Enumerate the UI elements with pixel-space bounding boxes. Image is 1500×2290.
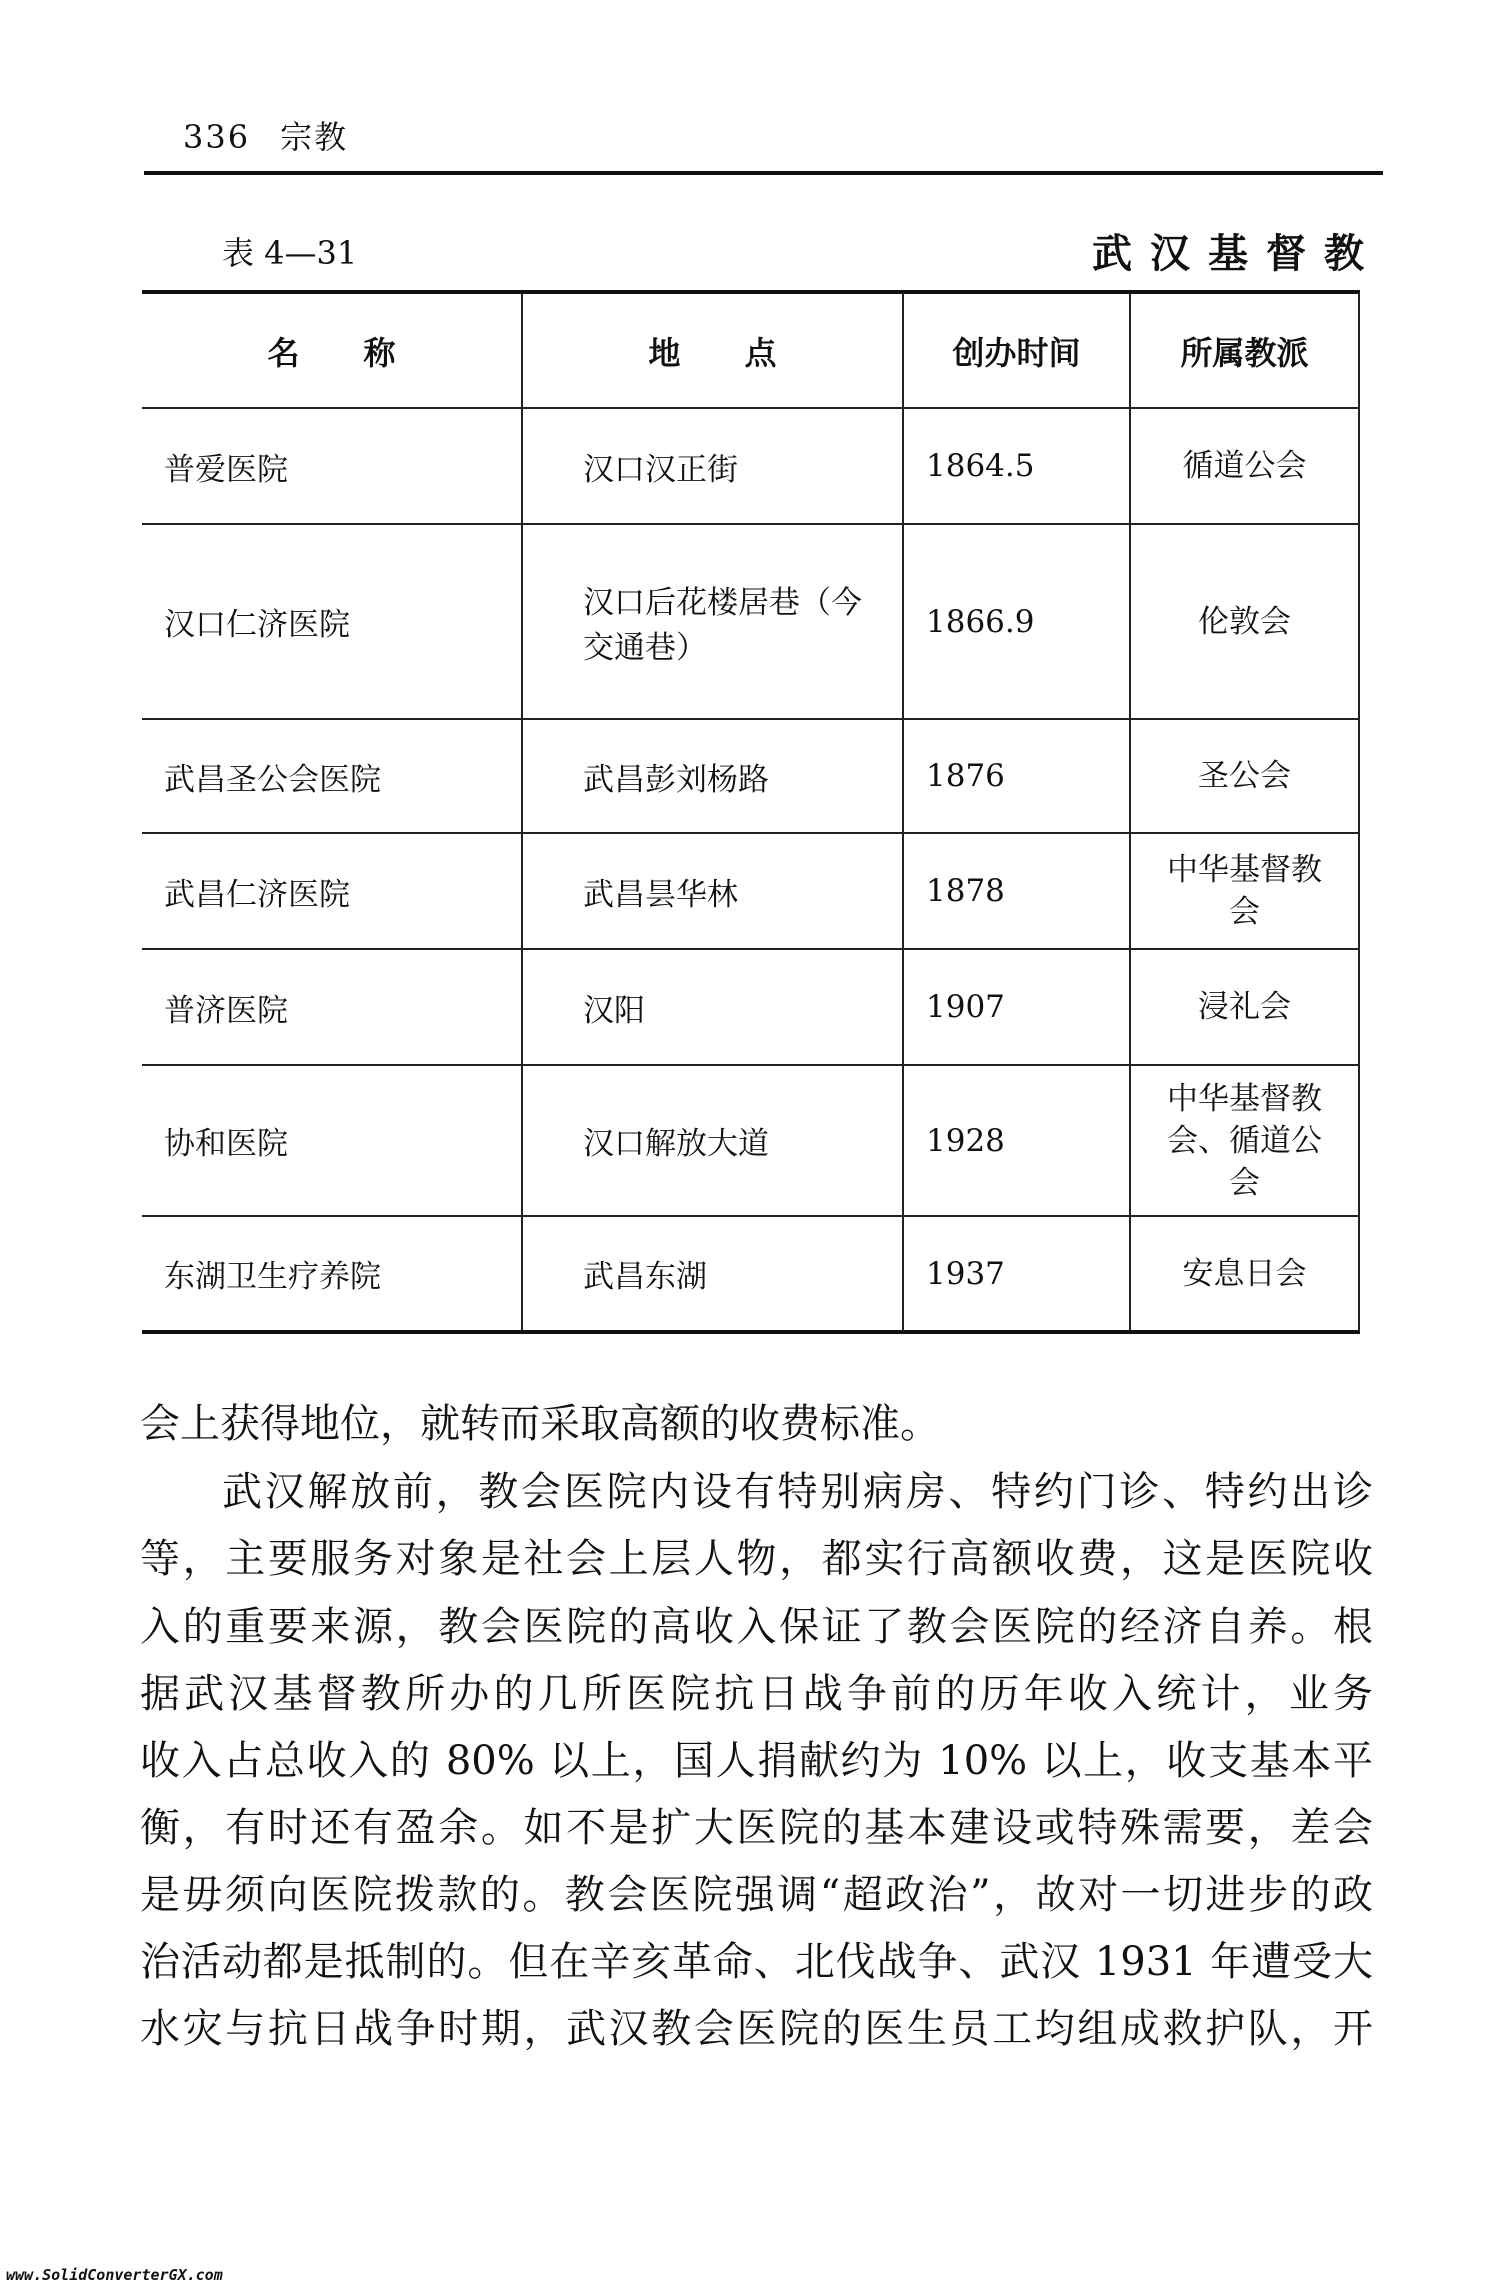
location-cell: 汉口解放大道 <box>522 1065 903 1216</box>
denomination-cell: 圣公会 <box>1130 719 1359 833</box>
hospital-name-cell: 武昌圣公会医院 <box>142 719 522 833</box>
founded-cell: 1876 <box>903 719 1130 833</box>
running-header <box>183 112 378 158</box>
hospital-name-cell: 协和医院 <box>142 1065 522 1216</box>
text-line: 入的重要来源，教会医院的高收入保证了教会医院的经济自养。根 <box>140 1604 1373 1650</box>
location-cell: 汉口汉正街 <box>522 408 903 524</box>
text-line: 收入占总收入的 80% 以上，国人捐献约为 10% 以上，收支基本平 <box>140 1738 1373 1784</box>
founded-cell: 1928 <box>903 1065 1130 1216</box>
text-line: 是毋须向医院拨款的。教会医院强调“超政治”，故对一切进步的政 <box>140 1872 1373 1918</box>
hospital-name-cell: 普济医院 <box>142 949 522 1065</box>
table-row <box>142 1216 1359 1332</box>
denomination-cell: 中华基督教会、循道公会 <box>1130 1065 1359 1216</box>
page-number: 336 <box>183 118 251 156</box>
founded-cell: 1864.5 <box>903 408 1130 524</box>
column-header: 创办时间 <box>903 292 1130 408</box>
denomination-cell: 安息日会 <box>1130 1216 1359 1332</box>
hospital-name-cell: 汉口仁济医院 <box>142 524 522 719</box>
column-header: 所属教派 <box>1130 292 1359 408</box>
table-title: 武汉基督教 <box>1092 231 1382 277</box>
text-line: 据武汉基督教所办的几所医院抗日战争前的历年收入统计，业务 <box>140 1671 1373 1717</box>
founded-cell: 1878 <box>903 833 1130 949</box>
table-row <box>142 524 1359 719</box>
location-cell: 武昌彭刘杨路 <box>522 719 903 833</box>
founded-cell: 1937 <box>903 1216 1130 1332</box>
location-cell: 汉阳 <box>522 949 903 1065</box>
location-cell: 汉口后花楼居巷（今交通巷） <box>522 524 903 719</box>
table-row <box>142 1065 1359 1216</box>
table-row <box>142 408 1359 524</box>
denomination-cell: 伦敦会 <box>1130 524 1359 719</box>
text-line: 武汉解放前，教会医院内设有特别病房、特约门诊、特约出诊 <box>222 1469 1373 1515</box>
text-line: 衡，有时还有盈余。如不是扩大医院的基本建设或特殊需要，差会 <box>140 1805 1373 1851</box>
text-line: 水灾与抗日战争时期，武汉教会医院的医生员工均组成救护队，开 <box>140 2006 1373 2052</box>
hospital-table <box>142 290 1360 1334</box>
column-header: 地 点 <box>522 292 903 408</box>
table-row <box>142 719 1359 833</box>
section-title: 宗教 <box>280 118 349 156</box>
text-line: 等，主要服务对象是社会上层人物，都实行高额收费，这是医院收 <box>140 1536 1373 1582</box>
watermark: www.SolidConverterGX.com <box>6 2266 223 2284</box>
table-header-row <box>142 292 1359 408</box>
founded-cell: 1866.9 <box>903 524 1130 719</box>
denomination-cell: 浸礼会 <box>1130 949 1359 1065</box>
hospital-name-cell: 普爱医院 <box>142 408 522 524</box>
founded-cell: 1907 <box>903 949 1130 1065</box>
denomination-cell: 中华基督教会 <box>1130 833 1359 949</box>
denomination-cell: 循道公会 <box>1130 408 1359 524</box>
column-header: 名 称 <box>142 292 522 408</box>
text-line: 会上获得地位，就转而采取高额的收费标准。 <box>140 1401 940 1447</box>
table-row <box>142 949 1359 1065</box>
table-row <box>142 833 1359 949</box>
location-cell: 武昌东湖 <box>522 1216 903 1332</box>
header-rule <box>144 171 1383 175</box>
hospital-name-cell: 东湖卫生疗养院 <box>142 1216 522 1332</box>
text-line: 治活动都是抵制的。但在辛亥革命、北伐战争、武汉 1931 年遭受大 <box>140 1939 1373 1985</box>
location-cell: 武昌昙华林 <box>522 833 903 949</box>
hospital-name-cell: 武昌仁济医院 <box>142 833 522 949</box>
table-caption: 表 4—31 <box>222 234 358 272</box>
